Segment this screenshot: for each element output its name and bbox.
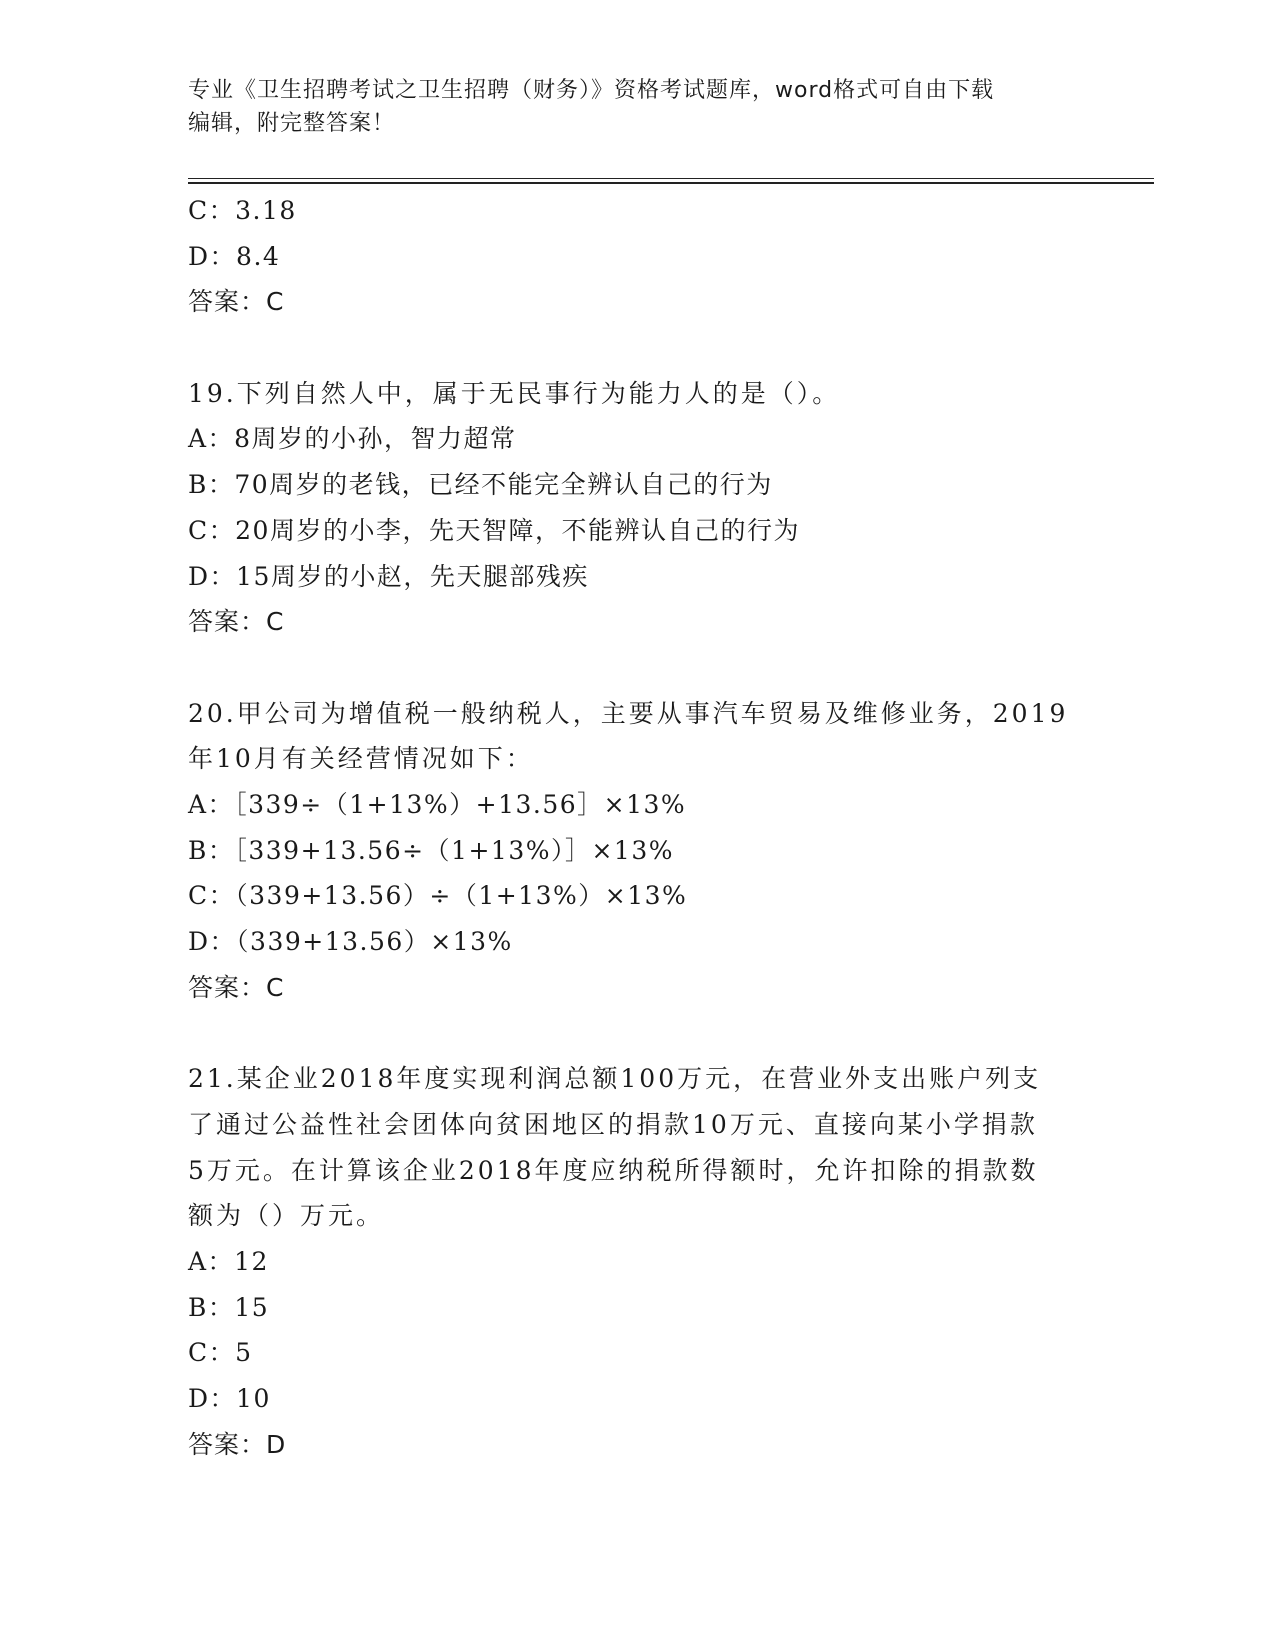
document-header xyxy=(188,74,1088,140)
option-d xyxy=(188,234,1088,280)
answer-line: 答案：C xyxy=(188,607,285,637)
answer-line: 答案：D xyxy=(188,1429,287,1459)
option-text: 3.18 xyxy=(235,196,297,225)
option-d xyxy=(188,919,1088,965)
question-20 xyxy=(188,691,1088,1011)
option-text: 15周岁的小赵，先天腿部残疾 xyxy=(236,561,589,591)
option-label: C： xyxy=(188,196,236,225)
spacer xyxy=(188,1010,1088,1056)
option-text: 10 xyxy=(236,1383,271,1413)
option-label: D： xyxy=(188,561,237,591)
question-stem-line: 21.某企业2018年度实现利润总额100万元，在营业外支出账户列支 xyxy=(188,1064,1042,1094)
option-label: A： xyxy=(188,789,235,819)
option-b xyxy=(188,1285,1088,1331)
question-stem: 19.下列自然人中，属于无民事行为能力人的是（）。 xyxy=(188,378,841,408)
document-body xyxy=(188,188,1088,1467)
header-divider-top xyxy=(188,178,1154,179)
option-c xyxy=(188,188,1088,234)
option-text: 8周岁的小孙，智力超常 xyxy=(234,424,517,454)
option-label: D： xyxy=(188,927,237,957)
option-text: 12 xyxy=(234,1246,269,1276)
option-text: 8.4 xyxy=(236,241,281,271)
option-c xyxy=(188,1330,1088,1376)
spacer xyxy=(188,645,1088,691)
option-label: B： xyxy=(188,835,235,865)
option-label: A： xyxy=(188,424,235,454)
option-c xyxy=(188,873,1088,919)
answer-line: 答案：C xyxy=(188,287,285,317)
header-line-2: 编辑，附完整答案！ xyxy=(188,111,396,136)
option-label: C： xyxy=(188,515,236,545)
option-text: ［339÷（1+13%）+13.56］×13% xyxy=(234,789,687,819)
question-21 xyxy=(188,1056,1088,1467)
option-label: D： xyxy=(188,1383,237,1413)
option-label: B： xyxy=(188,1292,235,1322)
option-b xyxy=(188,828,1088,874)
option-text: 5 xyxy=(235,1338,253,1368)
option-a xyxy=(188,782,1088,828)
header-line-1: 专业《卫生招聘考试之卫生招聘（财务）》资格考试题库，word格式可自由下载 xyxy=(188,78,995,103)
option-text: ［339+13.56÷（1+13%）］×13% xyxy=(234,835,674,865)
question-stem-line: 了通过公益性社会团体向贫困地区的捐款10万元、直接向某小学捐款 xyxy=(188,1109,1038,1139)
option-label: A： xyxy=(188,1246,235,1276)
question-stem-line: 年10月有关经营情况如下： xyxy=(188,744,534,774)
option-a xyxy=(188,1239,1088,1285)
option-label: C： xyxy=(188,881,236,911)
option-label: B： xyxy=(188,470,235,500)
option-text: 15 xyxy=(234,1292,270,1322)
question-stem-line: 20.甲公司为增值税一般纳税人，主要从事汽车贸易及维修业务，2019 xyxy=(188,698,1069,728)
header-divider-bottom xyxy=(188,182,1154,184)
option-text: 20周岁的小李，先天智障，不能辨认自己的行为 xyxy=(235,515,800,545)
option-label: D： xyxy=(188,241,237,271)
option-c xyxy=(188,508,1088,554)
question-19 xyxy=(188,371,1088,645)
answer-line: 答案：C xyxy=(188,972,285,1002)
option-text: （339+13.56）×13% xyxy=(236,927,513,957)
option-a xyxy=(188,416,1088,462)
option-text: 70周岁的老钱，已经不能完全辨认自己的行为 xyxy=(234,470,773,500)
option-text: （339+13.56）÷（1+13%）×13% xyxy=(235,881,688,911)
spacer xyxy=(188,325,1088,371)
prev-question-block xyxy=(188,188,1088,325)
option-b xyxy=(188,462,1088,508)
question-stem-line: 额为（）万元。 xyxy=(188,1201,385,1231)
option-d xyxy=(188,1376,1088,1422)
question-stem-line: 5万元。在计算该企业2018年度应纳税所得额时，允许扣除的捐款数 xyxy=(188,1155,1039,1185)
option-d xyxy=(188,554,1088,600)
option-label: C： xyxy=(188,1338,236,1368)
